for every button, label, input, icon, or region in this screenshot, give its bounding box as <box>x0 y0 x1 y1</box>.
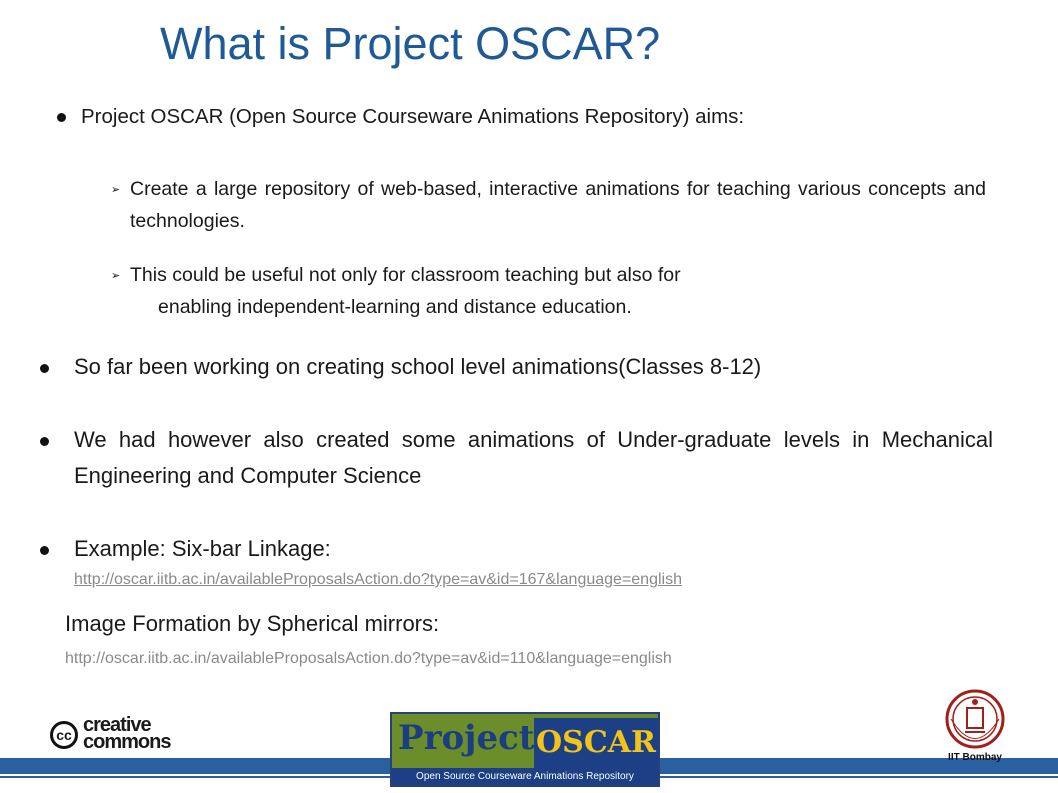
spherical-mirrors-link[interactable]: http://oscar.iitb.ac.in/availableProposalsAction.do?type=av&id=110&language=english <box>65 650 672 667</box>
cc-icon: cc <box>50 721 78 749</box>
project-oscar-logo <box>390 712 660 787</box>
cc-wordmark <box>83 714 171 753</box>
six-bar-linkage-link[interactable]: http://oscar.iitb.ac.in/availableProposalsAction.do?type=av&id=167&language=english <box>74 571 682 588</box>
iit-emblem-icon <box>943 688 1007 750</box>
cc-line2: commons <box>83 731 171 753</box>
bullet-oscar-aims: Project OSCAR (Open Source Courseware Animations Repository) aims: <box>81 105 745 128</box>
sub-bullet-useful <box>130 259 986 323</box>
arrow-bullet-icon: ➢ <box>111 270 121 282</box>
bullet-dot <box>40 437 49 446</box>
sub-bullet-useful-line1: This could be useful not only for classroom teaching but also for <box>130 264 681 286</box>
sub-bullet-useful-line2: enabling independent-learning and distance education. <box>158 296 632 318</box>
iit-bombay-logo <box>935 688 1015 773</box>
iit-bombay-label: IIT Bombay <box>948 752 1002 763</box>
bullet-dot <box>57 113 66 122</box>
oscar-logo-subtitle: Open Source Courseware Animations Repository <box>392 768 658 785</box>
slide-title: What is Project OSCAR? <box>160 18 661 69</box>
creative-commons-logo <box>50 714 195 757</box>
sub-bullet-repository: Create a large repository of web-based, interactive animations for teaching various concepts and technologies. <box>130 178 986 232</box>
bullet-dot <box>40 364 49 373</box>
cc-line1: creative <box>83 714 151 736</box>
bullet-undergraduate: We had however also created some animations of Under-graduate levels in Mechanical Engineering and Computer Science <box>74 427 993 488</box>
bullet-example: Example: Six-bar Linkage: <box>74 536 331 561</box>
bullet-dot <box>40 546 49 555</box>
oscar-logo-project: Project <box>398 718 535 758</box>
oscar-logo-word: OSCAR <box>534 718 658 768</box>
arrow-bullet-icon: ➢ <box>111 184 121 196</box>
bullet-school-animations: So far been working on creating school level animations(Classes 8-12) <box>74 354 762 379</box>
image-formation-text: Image Formation by Spherical mirrors: <box>65 611 440 636</box>
